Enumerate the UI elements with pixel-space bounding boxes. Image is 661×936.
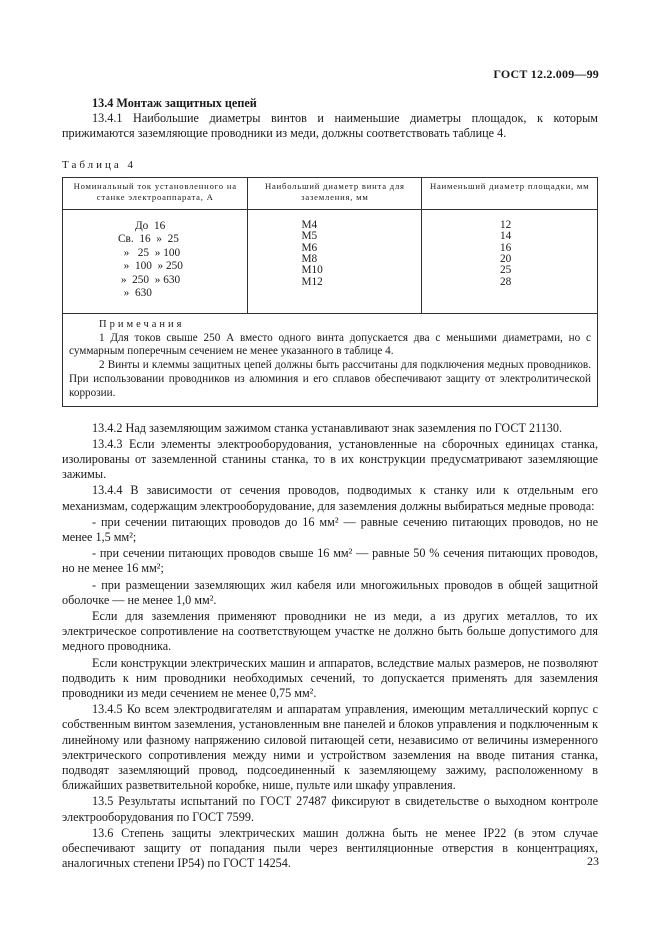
note-2: 2 Винты и клеммы защитных цепей должны быть рассчитаны для подключения медных проводников. При использовании проводников из алюминия и его сплавов обеспечивают защиту от электролитической коррозии.: [69, 359, 591, 399]
table-title: Таблица 4: [62, 158, 137, 171]
paragraph-13-6: 13.6 Степень защиты электрических машин должна быть не менее IP22 (в этом случае обеспечивают защиту от попадания пыли через вентиляционные отверстия в концентрациях, аналогичных степени IP54) по ГОСТ 14254.: [62, 825, 598, 871]
list-item-2: - при сечении питающих проводов свыше 16 мм² — равные 50 % сечения питающих проводов, но не менее 16 мм²;: [62, 546, 598, 576]
pad-list: [423, 220, 596, 288]
header-screw-diameter: Наибольший диаметр винта для заземления, мм: [248, 177, 422, 209]
table-body-row: [63, 209, 598, 313]
screw-value: М5: [301, 230, 318, 243]
pad-cell: [422, 209, 598, 313]
list-item-3: - при размещении заземляющих жил кабеля или многожильных проводов в общей защитной оболочке — не менее 1,0 мм².: [62, 577, 598, 607]
table-header-row: [63, 177, 598, 209]
pad-value: 20: [500, 253, 512, 266]
paragraph-13-4-2: 13.4.2 Над заземляющим зажимом станка устанавливают знак заземления по ГОСТ 21130.: [92, 420, 563, 435]
paragraph-13-4-1: 13.4.1 Наибольшие диаметры винтов и наименьшие диаметры площадок, к которым прижимаются заземляющие проводники из меди, должны соответствовать таблице 4.: [62, 111, 598, 141]
body-text: [62, 421, 598, 872]
current-row: » 250 » 630: [118, 273, 181, 286]
note-1: 1 Для токов свыше 250 А вместо одного винта допускается два с меньшими диаметрами, но с суммарным поперечным сечением не менее указанного в таблице 4.: [69, 331, 591, 358]
current-row: » 630: [118, 287, 152, 300]
notes-cell: [63, 313, 598, 406]
paragraph-13-5: 13.5 Результаты испытаний по ГОСТ 27487 фиксируют в свидетельстве о выходном контроле электрооборудования по ГОСТ 7599.: [62, 794, 598, 824]
table-notes-row: [63, 313, 598, 406]
paragraph-13-4-3: 13.4.3 Если элементы электрооборудования, установленные на сборочных единицах станка, изолированы от заземленной станины станка, то в их конструкции предусматривают заземляющие зажимы.: [62, 436, 598, 482]
paragraph-13-4-4: 13.4.4 В зависимости от сечения проводов, подводимых к станку или к отдельным его механизмам, содержащим электрооборудование, для заземления должны выбираться медные провода:: [62, 483, 598, 513]
screw-cell: [248, 209, 422, 313]
current-row: » 25 » 100: [118, 246, 181, 259]
screw-value: М8: [301, 253, 318, 266]
pad-value: 12: [500, 218, 512, 231]
list-item-1: - при сечении питающих проводов до 16 мм² — равные сечению питающих проводов, но не менее 1,5 мм²;: [62, 514, 598, 545]
paragraph-small-machines: Если конструкции электрических машин и аппаратов, вследствие малых размеров, не позволяют подводить к ним проводники необходимых сечений, то допускается применять для заземления проводники из меди сечением не менее 0,75 мм².: [62, 655, 598, 701]
page-content: [62, 96, 598, 872]
standard-code-header: ГОСТ 12.2.009—99: [493, 67, 599, 81]
current-list: [118, 220, 246, 301]
paragraph-13-4-5: 13.4.5 Ко всем электродвигателям и аппаратам управления, имеющим металлический корпус с собственным винтом заземления, установленным вне панелей и блоков управления и подключенным к линейному или фазному напряжению силовой питающей сети, независимо от величины измеренного электрического сопротивления между ними и устройством заземления на вводе питания станка, подводят заземляющий провод, подсоединенный к заземляющему зажиму, расположенному в ближайших разветвительной коробке, нише, пульте или шкафу управления.: [62, 702, 598, 793]
screw-list: [301, 220, 420, 288]
current-cell: [63, 209, 248, 313]
screw-value: М6: [301, 241, 318, 254]
pad-value: 16: [500, 241, 512, 254]
current-row: » 100 » 250: [118, 260, 183, 273]
pad-value: 14: [500, 230, 512, 243]
screw-value: М10: [301, 264, 323, 277]
screw-value: М12: [301, 275, 323, 288]
table-4: [62, 177, 598, 407]
header-pad-diameter: Наименьший диаметр площадки, мм: [422, 177, 598, 209]
screw-value: М4: [301, 218, 318, 231]
current-row: До 16: [118, 219, 166, 232]
section-heading: 13.4 Монтаж защитных цепей: [92, 96, 257, 110]
current-row: Св. 16 » 25: [118, 233, 179, 246]
notes-title: Примечания: [99, 318, 185, 330]
pad-value: 28: [500, 275, 512, 288]
header-current: Номинальный ток установленного на станке электроаппарата, А: [63, 177, 248, 209]
paragraph-non-copper: Если для заземления применяют проводники не из меди, а из других металлов, то их электрическое сопротивление на соответствующем участке не должно быть больше допустимого для медного проводника.: [62, 609, 598, 654]
pad-value: 25: [500, 264, 512, 277]
page-number: 23: [587, 854, 599, 868]
